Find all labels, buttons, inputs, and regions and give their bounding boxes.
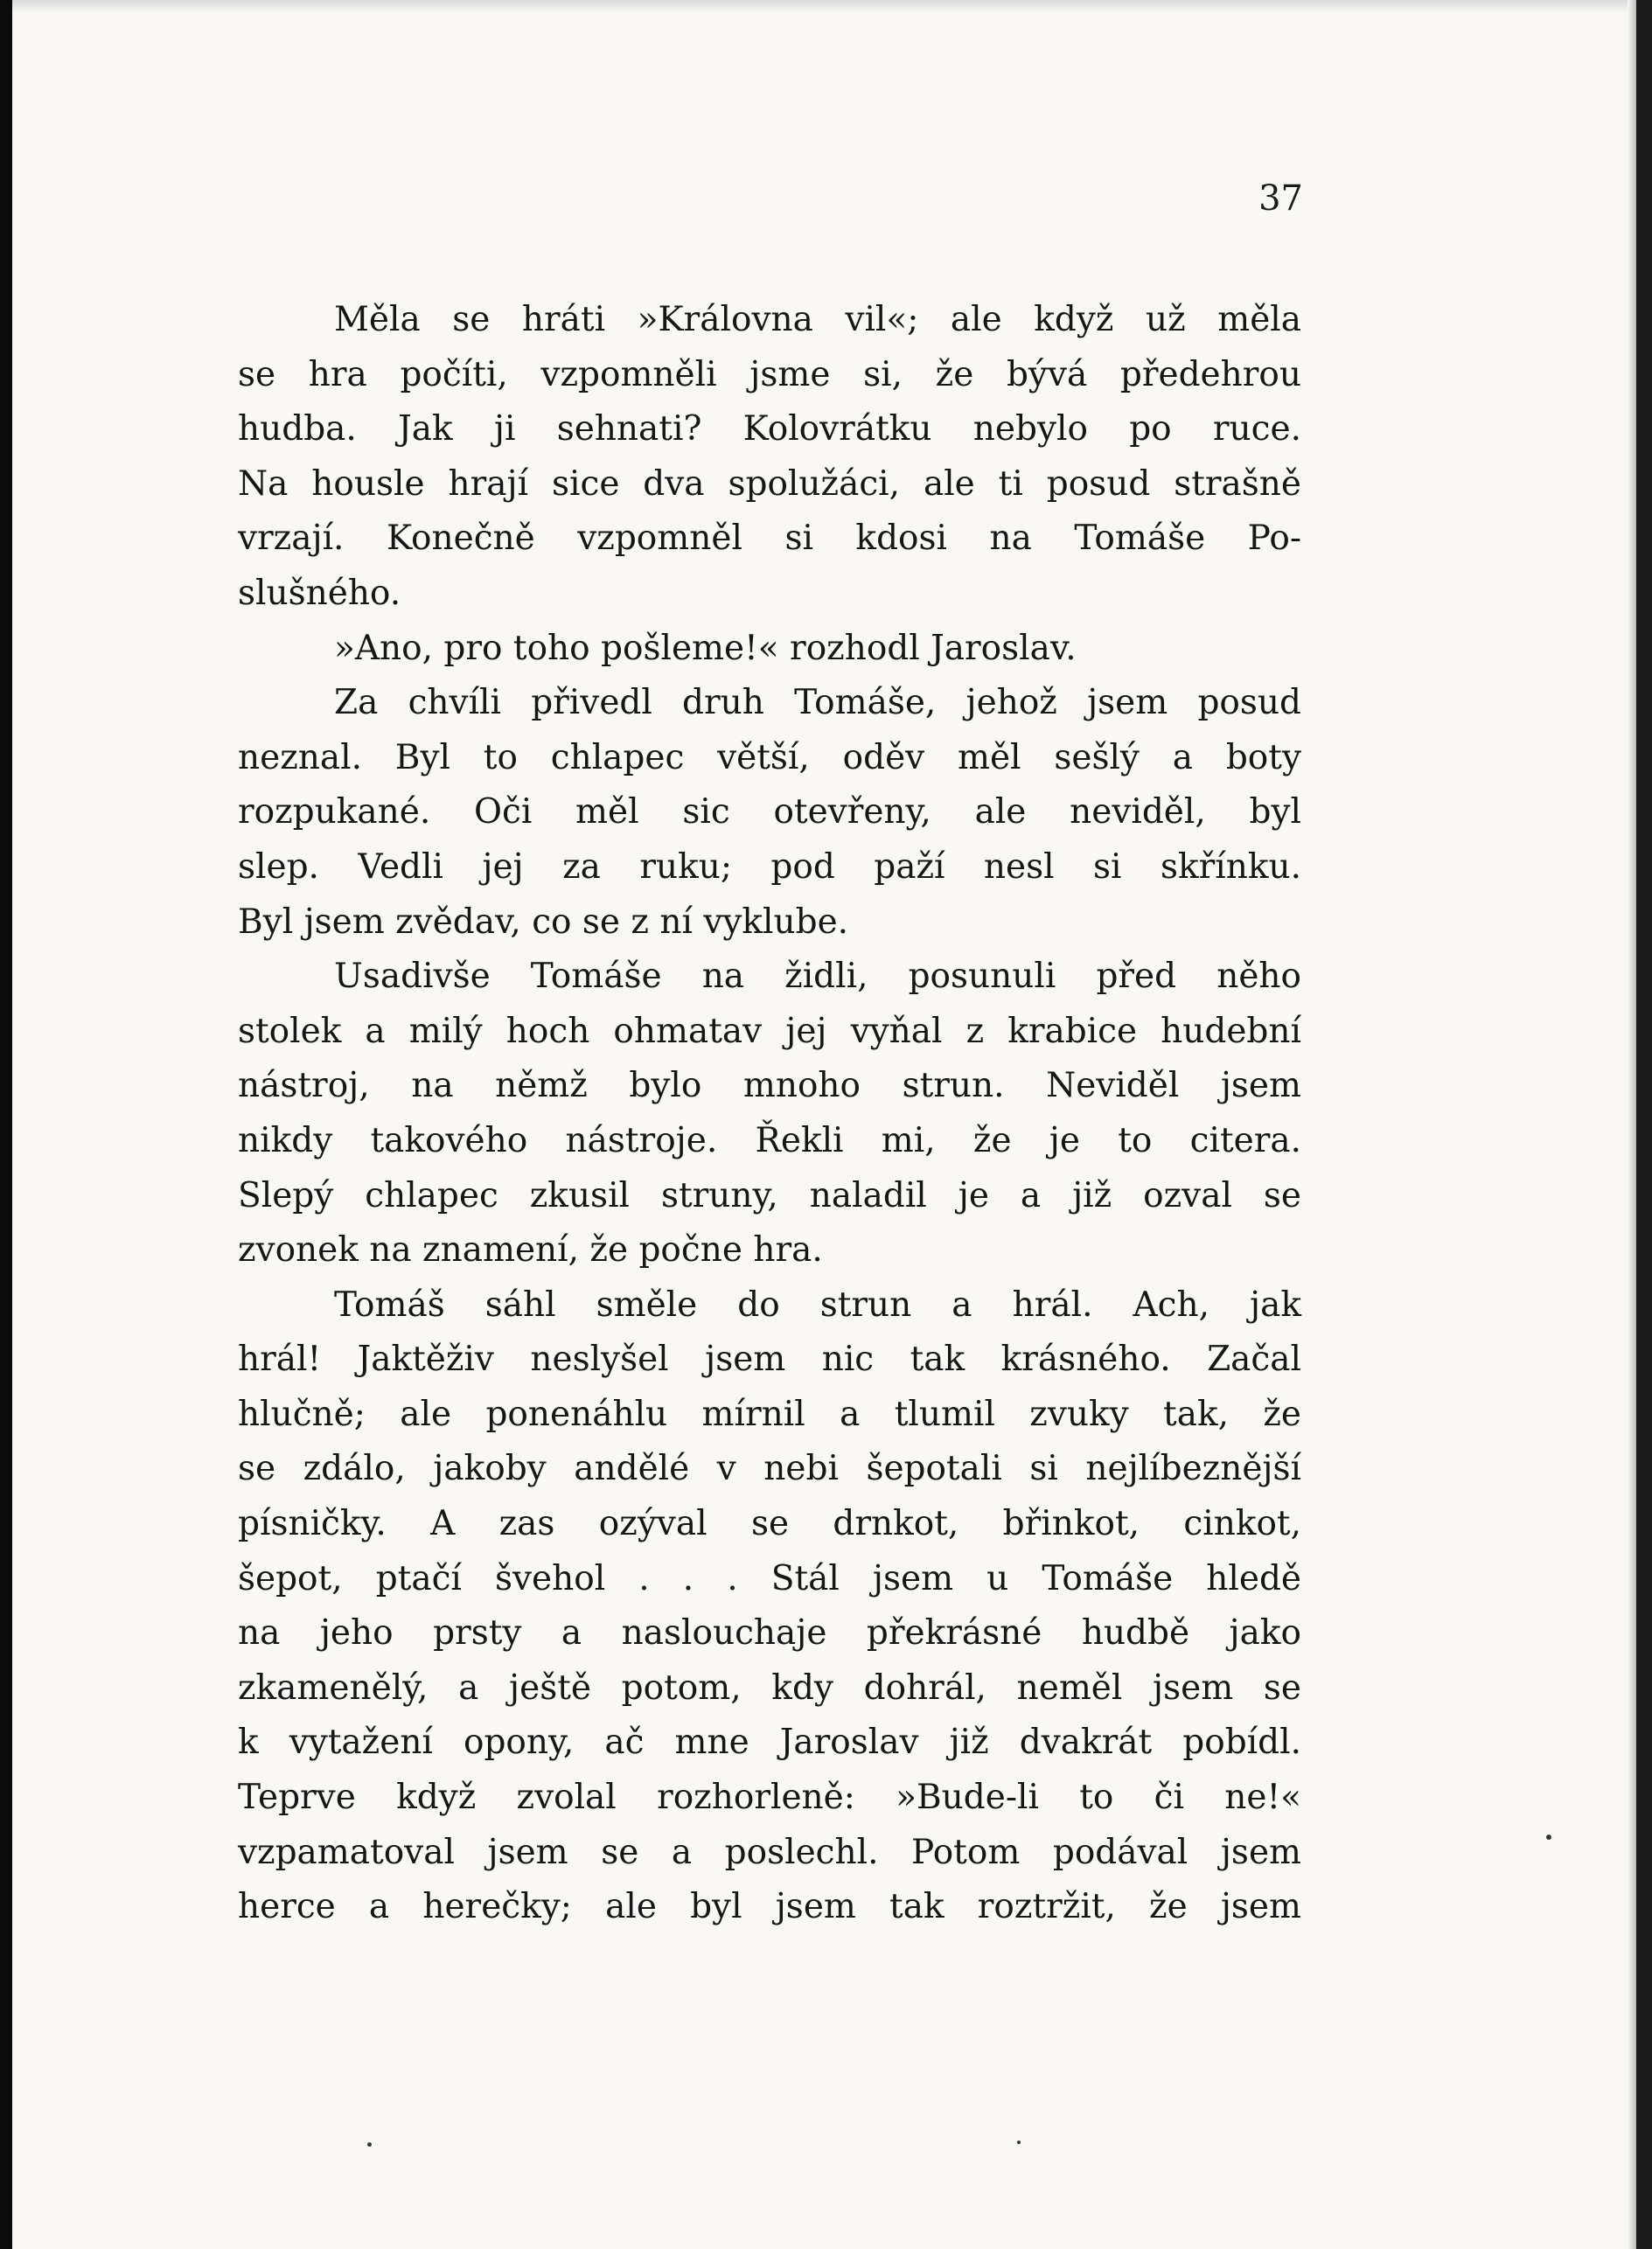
text-line: Tomáš sáhl směle do strun a hrál. Ach, jak [334,1285,1301,1325]
text-line: Na housle hrají sice dva spolužáci, ale ti posud strašně [238,463,1301,504]
text-line: nástroj, na němž bylo mnoho strun. Neviděl jsem [238,1066,1301,1106]
text-line: šepot, ptačí švehol . . . Stál jsem u Tomáše hledě [238,1558,1301,1598]
text-line: hlučně; ale ponenáhlu mírnil a tlumil zvuky tak, že [238,1394,1301,1434]
text-line: »Ano, pro toho pošleme!« rozhodl Jaroslav. [334,628,1077,668]
left-binding-edge [0,0,12,2249]
text-line: rozpukané. Oči měl sic otevřeny, ale neviděl, byl [238,792,1301,832]
page-number: 37 [1258,178,1303,219]
text-line: na jeho prsty a naslouchaje překrásné hudbě jako [238,1613,1301,1654]
dust-speck [1546,1835,1551,1840]
text-line: nikdy takového nástroje. Řekli mi, že je to citera. [238,1120,1301,1160]
text-line: zvonek na znamení, že počne hra. [238,1230,823,1271]
text-line: písničky. A zas ozýval se drnkot, břinkot, cinkot, [238,1504,1301,1544]
dust-speck [1017,2141,1021,2144]
body-text [238,293,1301,1935]
text-line: hrál! Jaktěživ neslyšel jsem nic tak krásného. Začal [238,1340,1301,1380]
text-line: Za chvíli přivedl druh Tomáše, jehož jsem posud [334,683,1301,723]
text-line: slušného. [238,573,401,613]
text-line: Byl jsem zvědav, co se z ní vyklube. [238,902,849,942]
top-edge-shadow [0,0,1652,12]
text-line: herce a herečky; ale byl jsem tak roztržit, že jsem [238,1887,1301,1927]
text-line: neznal. Byl to chlapec větší, oděv měl sešlý a boty [238,737,1301,777]
text-line: Usadivše Tomáše na židli, posunuli před něho [334,957,1301,997]
text-line: k vytažení opony, ač mne Jaroslav již dvakrát pobídl. [238,1723,1301,1763]
text-line: Měla se hráti »Královna vil«; ale když už měla [334,300,1301,339]
text-line: vzpamatoval jsem se a poslechl. Potom podával jsem [238,1832,1301,1872]
text-line: slep. Vedli jej za ruku; pod paží nesl si skřínku. [238,846,1301,887]
text-line: se zdálo, jakoby andělé v nebi šepotali si nejlíbeznější [238,1449,1301,1489]
right-edge-shadow [1628,0,1636,2249]
text-line: Slepý chlapec zkusil struny, naladil je a již ozval se [238,1175,1301,1215]
right-binding-edge [1636,0,1652,2249]
text-line: Teprve když zvolal rozhorleně: »Bude-li to či ne!« [238,1778,1301,1818]
text-line: stolek a milý hoch ohmatav jej vyňal z krabice hudební [238,1011,1301,1051]
text-line: se hra počíti, vzpomněli jsme si, že bývá předehrou [238,354,1301,394]
dust-speck [367,2142,372,2147]
text-line: hudba. Jak ji sehnati? Kolovrátku nebylo po ruce. [238,409,1301,449]
text-line: vrzají. Konečně vzpomněl si kdosi na Tomáše Po- [238,519,1301,559]
text-line: zkamenělý, a ještě potom, kdy dohrál, neměl jsem se [238,1668,1301,1708]
